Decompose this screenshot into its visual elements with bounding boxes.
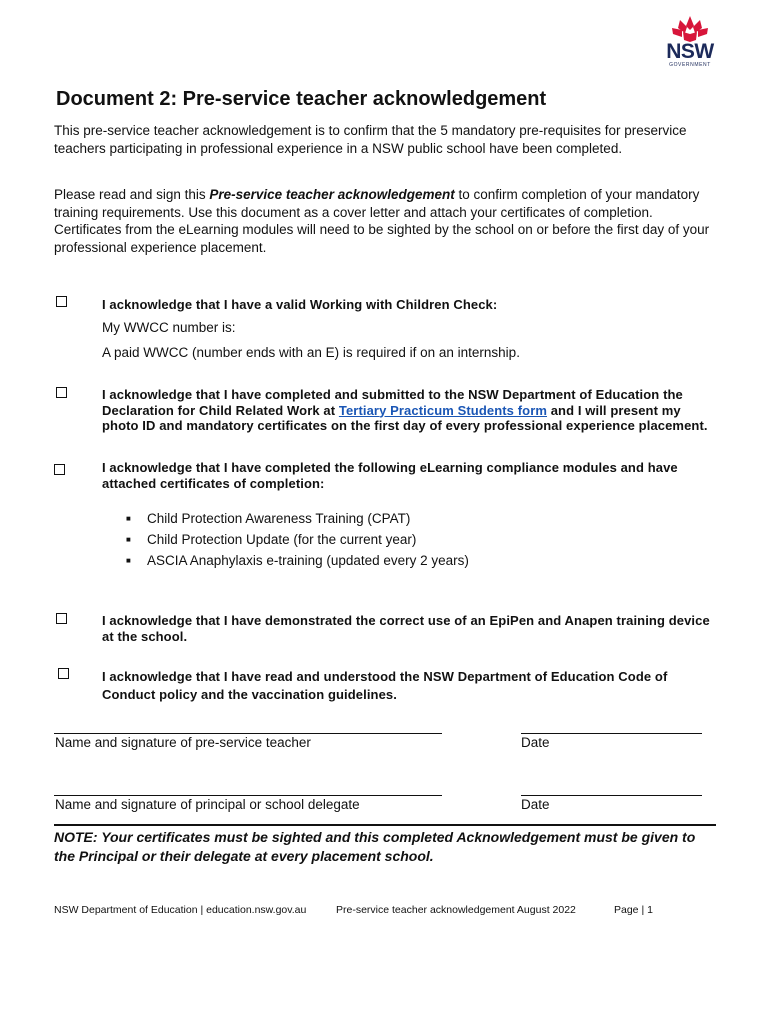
note-text: NOTE: Your certificates must be sighted and this completed Acknowledgement must be given to the Principal or their delegate at every placement school. — [54, 829, 696, 864]
bullet-icon: ■ — [126, 514, 131, 523]
footer-page-number: Page | 1 — [614, 904, 653, 916]
logo-wordmark: NSW — [666, 40, 714, 63]
wwcc-note: A paid WWCC (number ends with an E) is required if on an internship. — [102, 345, 520, 360]
logo-subtext: GOVERNMENT — [669, 62, 711, 68]
instructions-emphasis: Pre-service teacher acknowledgement — [209, 187, 455, 202]
bullet-icon: ■ — [126, 535, 131, 544]
principal-signature-line[interactable] — [54, 795, 442, 796]
principal-signature-label: Name and signature of principal or school delegate — [55, 797, 360, 812]
instructions-paragraph: Please read and sign this Pre-service teacher acknowledgement to confirm completion of your mandatory training requirements. Use this document as a cover letter and attach your certificates of completion. Certificates from the eLearning modules will need to be sighted by the school on or before the first day of your professional experience placement. — [54, 187, 710, 255]
note-divider — [54, 824, 716, 826]
checkbox-elearning[interactable] — [54, 464, 65, 475]
intro-paragraph: This pre-service teacher acknowledgement is to confirm that the 5 mandatory pre-requisites for preservice teachers participating in professional experience in a NSW public school have been completed. — [54, 123, 687, 156]
item-code-of-conduct-text: I acknowledge that I have read and understood the NSW Department of Education Code of Conduct policy and the vaccination guidelines. — [102, 669, 668, 702]
list-item: ■ Child Protection Update (for the current year) — [126, 529, 469, 550]
document-title: Document 2: Pre-service teacher acknowledgement — [56, 88, 547, 110]
principal-date-label: Date — [521, 797, 550, 812]
checkbox-wwcc[interactable] — [56, 296, 67, 307]
footer-department: NSW Department of Education | education.nsw.gov.au — [54, 904, 307, 916]
item-elearning-text: I acknowledge that I have completed the following eLearning compliance modules and have attached certificates of completion: — [102, 460, 678, 491]
teacher-signature-label: Name and signature of pre-service teacher — [55, 735, 311, 750]
checkbox-code-of-conduct[interactable] — [58, 668, 69, 679]
item-wwcc-text: I acknowledge that I have a valid Working with Children Check: — [102, 297, 498, 312]
principal-date-line[interactable] — [521, 795, 702, 796]
item-epipen-text: I acknowledge that I have demonstrated the correct use of an EpiPen and Anapen training device at the school. — [102, 613, 710, 644]
teacher-signature-line[interactable] — [54, 733, 442, 734]
item-declaration-text: I acknowledge that I have completed and submitted to the NSW Department of Education the Declaration for Child Related Work at Tertiary Practicum Students form and I will present my photo ID and mandatory certificates on the first day of every professional experience placement. — [102, 387, 708, 433]
checkbox-epipen[interactable] — [56, 613, 67, 624]
module-list — [126, 508, 469, 571]
teacher-date-line[interactable] — [521, 733, 702, 734]
bullet-icon: ■ — [126, 556, 131, 565]
footer-document-title: Pre-service teacher acknowledgement August 2022 — [336, 904, 576, 916]
wwcc-number-label: My WWCC number is: — [102, 320, 236, 335]
teacher-date-label: Date — [521, 735, 550, 750]
list-item: ■ ASCIA Anaphylaxis e-training (updated every 2 years) — [126, 550, 469, 571]
tertiary-practicum-form-link[interactable]: Tertiary Practicum Students form — [338, 402, 548, 418]
list-item: ■ Child Protection Awareness Training (CPAT) — [126, 508, 469, 529]
nsw-government-logo — [660, 14, 720, 72]
checkbox-declaration[interactable] — [56, 387, 67, 398]
